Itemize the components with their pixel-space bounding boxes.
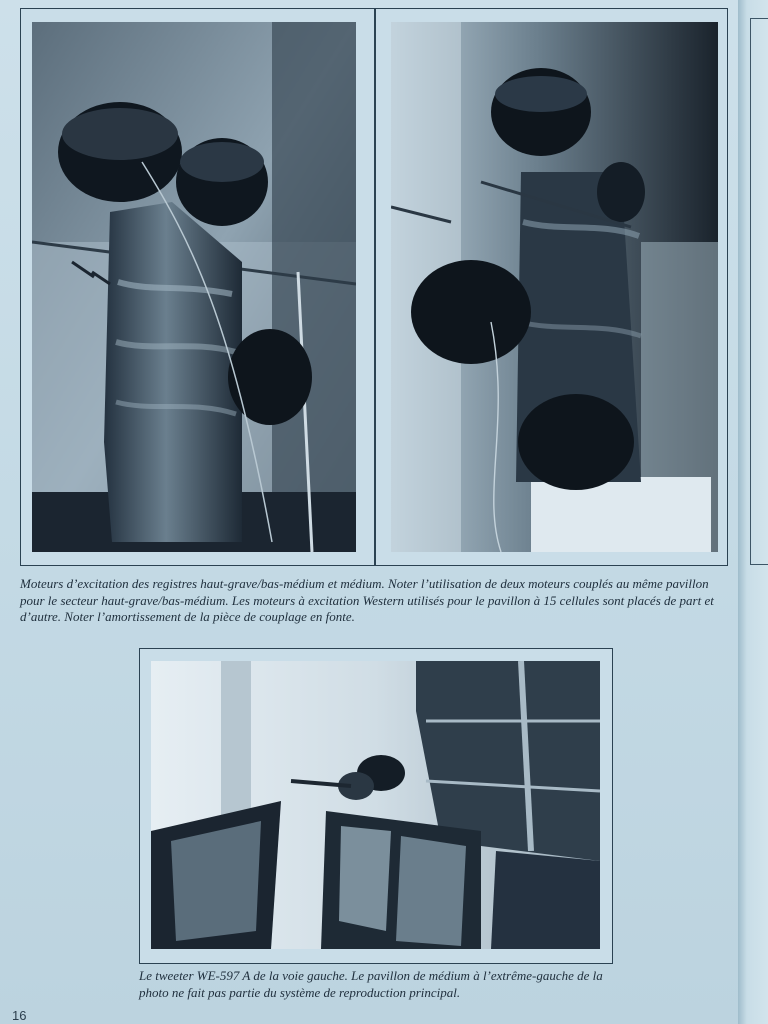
bottom-caption: Le tweeter WE-597 A de la voie gauche. Le pavillon de médium à l’extrême-gauche de la photo ne fait pas partie du système de reproduction principal. (139, 968, 603, 1000)
page-number: 16 (12, 1008, 27, 1023)
top-caption: Moteurs d’excitation des registres haut-grave/bas-médium et médium. Noter l’utilisation de deux moteurs couplés au même pavillon pour le secteur haut-grave/bas-médium. Les moteurs à excitation Western utilisés pour le pavillon à 15 cellules sont placés de part et d’autre. Noter l’amortissement de la pièce de couplage en fonte. (20, 576, 714, 624)
photo-motors-left (32, 22, 356, 552)
photo-motors-right (391, 22, 718, 552)
frame-divider (374, 8, 376, 566)
photo-tweeter-horns (151, 661, 600, 949)
adjacent-page-photo-frame (750, 18, 768, 565)
